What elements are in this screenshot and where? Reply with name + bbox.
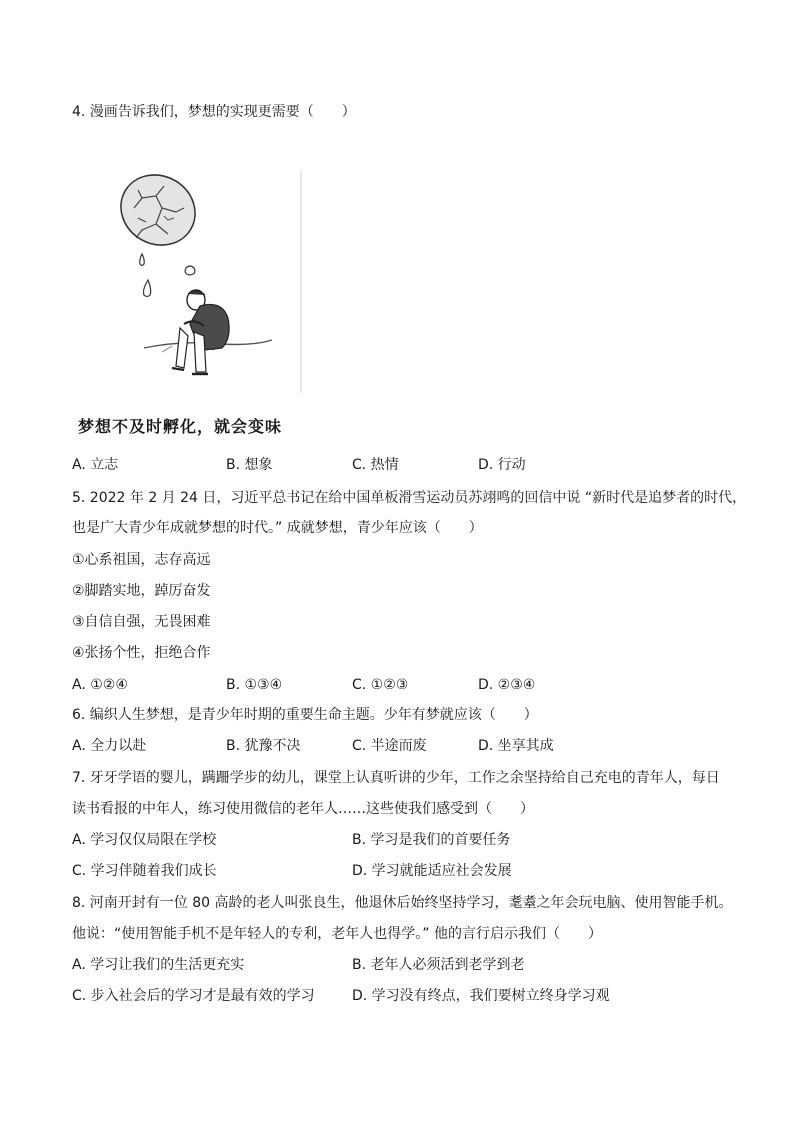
- q5-item-2: ②脚踏实地，踔厉奋发: [72, 583, 211, 599]
- q5-item-4: ④张扬个性，拒绝合作: [72, 645, 211, 661]
- cartoon-illustration: [72, 168, 304, 408]
- q7-option-c: C. 学习伴随着我们成长: [72, 863, 217, 879]
- q8-stem-line1: 8. 河南开封有一位 80 高龄的老人叫张良生，他退休后始终坚持学习，耄耋之年会玩电脑、使用智能手机。: [72, 895, 733, 911]
- q5-option-b: B. ①③④: [226, 677, 283, 693]
- q6-option-d: D. 坐享其成: [478, 738, 554, 754]
- q6-option-a: A. 全力以赴: [72, 738, 147, 754]
- q6-option-c: C. 半途而废: [352, 738, 427, 754]
- q4-option-d: D. 行动: [478, 457, 526, 473]
- q8-option-a: A. 学习让我们的生活更充实: [72, 957, 245, 973]
- q7-option-b: B. 学习是我们的首要任务: [352, 832, 511, 848]
- q6-stem: 6. 编织人生梦想，是青少年时期的重要生命主题。少年有梦就应该（ ）: [72, 707, 538, 723]
- q8-option-b: B. 老年人必须活到老学到老: [352, 957, 525, 973]
- q5-stem-line2: 也是广大青少年成就梦想的时代。” 成就梦想，青少年应该（ ）: [72, 520, 483, 536]
- q7-stem-line1: 7. 牙牙学语的婴儿，蹒跚学步的幼儿，课堂上认真听讲的少年，工作之余坚持给自己充电的青年人，每日: [72, 770, 720, 786]
- q8-option-c: C. 步入社会后的学习才是最有效的学习: [72, 988, 315, 1004]
- q4-option-c: C. 热情: [352, 457, 399, 473]
- q4-stem: 4. 漫画告诉我们，梦想的实现更需要（ ）: [72, 104, 356, 120]
- q8-stem-line2: 他说：“使用智能手机不是年轻人的专利，老年人也得学。” 他的言行启示我们（ ）: [72, 926, 602, 942]
- q5-stem-line1: 5. 2022 年 2 月 24 日，习近平总书记在给中国单板滑雪运动员苏翊鸣的回信中说 “新时代是追梦者的时代，: [72, 490, 747, 506]
- q5-option-d: D. ②③④: [478, 677, 536, 693]
- q5-item-1: ①心系祖国，志存高远: [72, 552, 211, 568]
- q5-item-3: ③自信自强，无畏困难: [72, 614, 211, 630]
- q6-option-b: B. 犹豫不决: [226, 738, 301, 754]
- q4-option-a: A. 立志: [72, 457, 119, 473]
- q7-stem-line2: 读书看报的中年人，练习使用微信的老年人……这些使我们感受到（ ）: [72, 801, 534, 817]
- q5-option-c: C. ①②③: [352, 677, 409, 693]
- q7-option-d: D. 学习就能适应社会发展: [352, 863, 512, 879]
- q4-option-b: B. 想象: [226, 457, 273, 473]
- q5-option-a: A. ①②④: [72, 677, 128, 693]
- q8-option-d: D. 学习没有终点，我们要树立终身学习观: [352, 988, 610, 1004]
- q7-option-a: A. 学习仅仅局限在学校: [72, 832, 217, 848]
- cartoon-caption: 梦想不及时孵化，就会变味: [78, 417, 283, 436]
